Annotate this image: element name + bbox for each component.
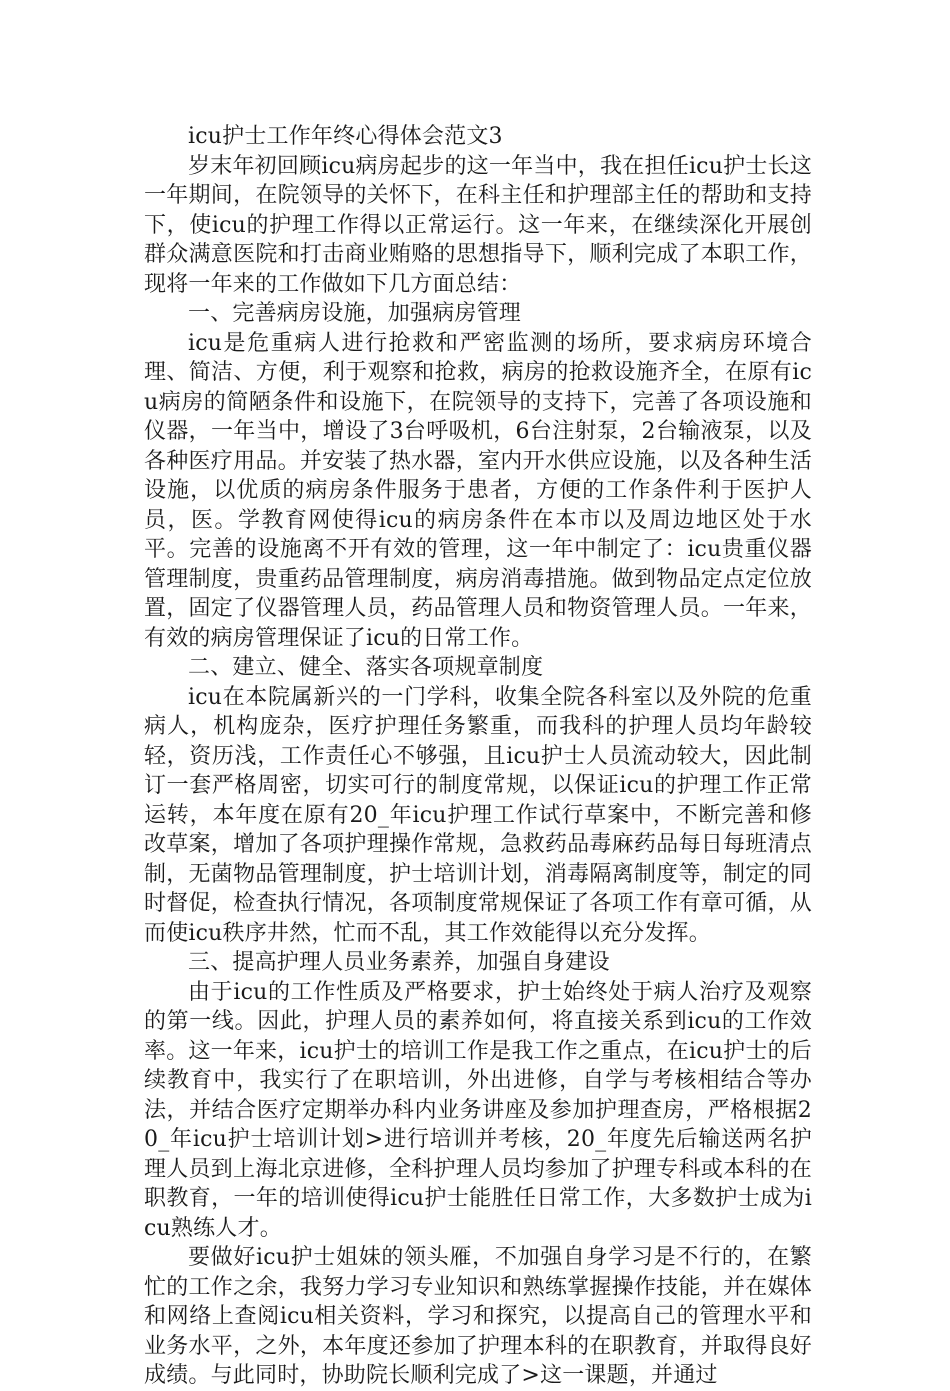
section-heading-2: 二、建立、健全、落实各项规章制度 bbox=[188, 655, 544, 680]
section-heading-3: 三、提高护理人员业务素养，加强自身建设 bbox=[188, 950, 610, 975]
paragraph-section-3b: 要做好icu护士姐妹的领头雁，不加强自身学习是不行的，在繁忙的工作之余，我努力学习专业知识和熟练掌握操作技能，并在媒体和网络上查阅icu相关资料，学习和探究，以提高自己的管理水平和业务水平，之外，本年度还参加了护理本科的在职教育，并取得良好成绩。与此同时，协助院长顺利完成了>这一课题，并通过 bbox=[144, 1245, 812, 1388]
paragraph-section-2: icu在本院属新兴的一门学科，收集全院各科室以及外院的危重病人，机构庞杂，医疗护理任务繁重，而我科的护理人员均年龄较轻，资历浅，工作责任心不够强，且icu护士人员流动较大，因此制订一套严格周密，切实可行的制度常规，以保证icu的护理工作正常运转，本年度在原有20_年icu护理工作试行草案中，不断完善和修改草案，增加了各项护理操作常规，急救药品毒麻药品每日每班清点制，无菌物品管理制度，护士培训计划，消毒隔离制度等，制定的同时督促，检查执行情况，各项制度常规保证了各项工作有章可循，从而使icu秩序井然，忙而不乱，其工作效能得以充分发挥。 bbox=[144, 684, 812, 946]
section-heading-1: 一、完善病房设施，加强病房管理 bbox=[188, 301, 522, 326]
document-body bbox=[144, 122, 812, 1391]
document-title: icu护士工作年终心得体会范文3 bbox=[188, 124, 503, 149]
paragraph-section-1: icu是危重病人进行抢救和严密监测的场所，要求病房环境合理、简洁、方便，利于观察和抢救，病房的抢救设施齐全，在原有icu病房的简陋条件和设施下，在院领导的支持下，完善了各项设施和仪器，一年当中，增设了3台呼吸机，6台注射泵，2台输液泵，以及各种医疗用品。并安装了热水器，室内开水供应设施，以及各种生活设施，以优质的病房条件服务于患者，方便的工作条件利于医护人员，医。学教育网使得icu的病房条件在本市以及周边地区处于水平。完善的设施离不开有效的管理，这一年中制定了：icu贵重仪器管理制度，贵重药品管理制度，病房消毒措施。做到物品定点定位放置，固定了仪器管理人员，药品管理人员和物资管理人员。一年来，有效的病房管理保证了icu的日常工作。 bbox=[144, 330, 812, 651]
paragraph-section-3: 由于icu的工作性质及严格要求，护士始终处于病人治疗及观察的第一线。因此，护理人员的素养如何，将直接关系到icu的工作效率。这一年来，icu护士的培训工作是我工作之重点，在icu护士的后续教育中，我实行了在职培训，外出进修，自学与考核相结合等办法，并结合医疗定期举办科内业务讲座及参加护理查房，严格根据20_年icu护士培训计划>进行培训并考核，20_年度先后输送两名护理人员到上海北京进修，全科护理人员均参加了护理专科或本科的在职教育，一年的培训使得icu护士能胜任日常工作，大多数护士成为icu熟练人才。 bbox=[144, 979, 812, 1241]
paragraph-intro: 岁末年初回顾icu病房起步的这一年当中，我在担任icu护士长这一年期间，在院领导的关怀下，在科主任和护理部主任的帮助和支持下，使icu的护理工作得以正常运行。这一年来，在继续深化开展创群众满意医院和打击商业贿赂的思想指导下，顺利完成了本职工作，现将一年来的工作做如下几方面总结： bbox=[144, 153, 812, 297]
